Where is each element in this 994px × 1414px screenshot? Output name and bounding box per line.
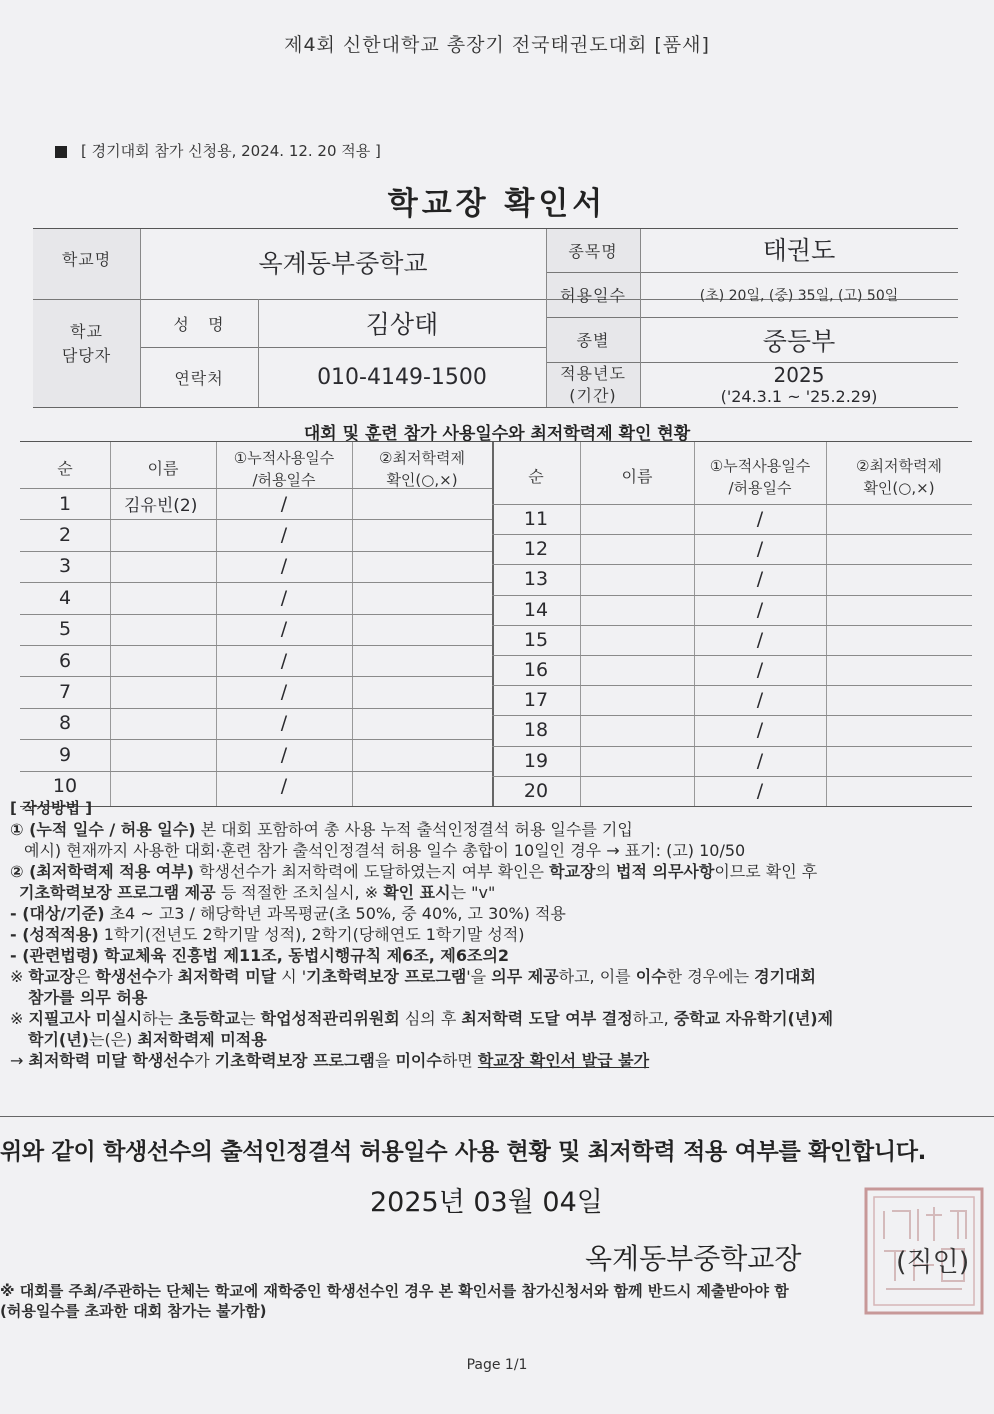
table-row-number: 7 <box>58 681 72 704</box>
table-row-check <box>826 504 972 534</box>
instruction-line: - (관련법령) 학교체육 진흥법 제11조, 동법시행규칙 제6조, 제6조의2 <box>10 946 510 965</box>
table-row-number: 2 <box>58 524 72 547</box>
table-row-number: 5 <box>58 618 72 641</box>
table-row-days: / <box>756 719 764 742</box>
table-row-number: 4 <box>58 586 72 609</box>
notice-line <box>55 140 381 161</box>
instruction-line: 참가를 의무 허용 <box>28 988 148 1007</box>
table-row-check <box>352 488 492 519</box>
table-row-days: / <box>280 681 288 704</box>
footer-line: (허용일수를 초과한 대회 참가는 불가함) <box>0 1302 267 1320</box>
table-row-name <box>590 504 694 534</box>
instruction-line: → 최저학력 미달 학생선수가 기초학력보장 프로그램을 미이수하면 학교장 확인서 발급 불가 <box>10 1051 650 1070</box>
table-row-days: / <box>280 586 288 609</box>
table-row-days: / <box>280 712 288 735</box>
participation-table <box>20 441 972 807</box>
issue-date: 2025년 03월 04일 <box>370 1187 603 1218</box>
table-row-check <box>352 582 492 613</box>
table-row-name <box>124 551 216 582</box>
table-row-number: 9 <box>58 743 72 766</box>
table-row-name <box>124 676 216 707</box>
info-table <box>33 228 958 408</box>
table-row-name <box>124 582 216 613</box>
table-row-number: 8 <box>58 712 72 735</box>
table-row-days: / <box>280 524 288 547</box>
table-row-number: 14 <box>523 598 549 621</box>
table-row-number: 20 <box>523 779 549 802</box>
table-row-number: 1 <box>58 492 72 515</box>
category-value: 중등부 <box>762 326 836 356</box>
col-header-no: 순 <box>57 459 73 478</box>
table-row-days: / <box>756 659 764 682</box>
table-row-check <box>826 655 972 685</box>
instructions <box>10 798 980 1071</box>
table-row-days: / <box>280 618 288 641</box>
table-row-name <box>590 715 694 745</box>
category-label: 종별 <box>576 331 610 350</box>
table-row-check <box>826 715 972 745</box>
instructions-heading: [ 작성방법 ] <box>10 799 93 817</box>
instruction-line: - (성적적용) 1학기(전년도 2학기말 성적), 2학기(당해연도 1학기말 성적) <box>10 925 525 944</box>
table-row-number: 6 <box>58 649 72 672</box>
event-label: 종목명 <box>568 242 618 261</box>
col-header-check: ②최저학력제 확인(○,×) <box>856 457 942 497</box>
table-row-days: / <box>756 628 764 651</box>
table-row-days: / <box>756 749 764 772</box>
form-title: 학교장 확인서 <box>387 186 607 222</box>
col-header-check: ②최저학력제 확인(○,×) <box>379 449 465 489</box>
table-row-number: 10 <box>52 775 78 798</box>
table-row-days: / <box>756 689 764 712</box>
table-row-days: / <box>280 555 288 578</box>
confirmation-text: 위와 같이 학생선수의 출석인정결석 허용일수 사용 현황 및 최저학력 적용 여부를 확인합니다. <box>0 1139 927 1165</box>
footer-line: ※ 대회를 주최/주관하는 단체는 학교에 재학중인 학생선수인 경우 본 확인서를 참가신청서와 함께 반드시 제출받아야 함 <box>0 1282 789 1300</box>
table-row-days: / <box>280 743 288 766</box>
instruction-line: ※ 학교장은 학생선수가 최저학력 미달 시 '기초학력보장 프로그램'을 의무 제공하고, 이를 이수한 경우에는 경기대회 <box>10 967 816 986</box>
col-header-name: 이름 <box>147 459 179 478</box>
contact-value: 010-4149-1500 <box>317 364 487 390</box>
table-row-name <box>124 519 216 550</box>
col-header-name: 이름 <box>621 467 653 486</box>
instruction-line: ① (누적 일수 / 허용 일수) 본 대회 포함하여 총 사용 누적 출석인정결석 허용 일수를 기입 <box>10 820 633 839</box>
table-row-check <box>826 685 972 715</box>
page-number: Page 1/1 <box>466 1357 528 1373</box>
table-row-number: 19 <box>523 749 549 772</box>
table-row-check <box>826 625 972 655</box>
name-value: 김상태 <box>365 310 439 339</box>
allowed-value: (초) 20일, (중) 35일, (고) 50일 <box>699 287 899 304</box>
instruction-line: 예시) 현재까지 사용한 대회·훈련 참가 출석인정결석 허용 일수 총합이 10일인 경우 → 표기: (고) 10/50 <box>24 841 746 860</box>
instruction-line: - (대상/기준) 초4 ~ 고3 / 해당학년 과목평균(초 50%, 중 40%, 고 30%) 적용 <box>10 904 566 923</box>
table-row-name <box>590 746 694 776</box>
table-row-days: / <box>280 649 288 672</box>
table-row-name: 김유빈(2) <box>124 496 198 517</box>
table-row-days: / <box>756 598 764 621</box>
contact-label: 연락처 <box>174 368 224 388</box>
table-row-days: / <box>756 568 764 591</box>
table-row-check <box>826 595 972 625</box>
table-row-check <box>352 614 492 645</box>
table-row-name <box>590 625 694 655</box>
col-header-days: ①누적사용일수 /허용일수 <box>709 457 811 497</box>
table-row-days: / <box>280 492 288 515</box>
table-row-days: / <box>756 779 764 802</box>
instruction-line: ※ 지필고사 미실시하는 초등학교는 학업성적관리위원회 심의 후 최저학력 도달 여부 결정하고, 중학교 자유학기(년)제 <box>10 1009 834 1028</box>
table-row-number: 13 <box>523 568 549 591</box>
table-row-number: 18 <box>523 719 549 742</box>
table-row-check <box>826 534 972 564</box>
instruction-line: 학기(년)는(은) 최저학력제 미적용 <box>28 1030 267 1049</box>
table-row-check <box>352 708 492 739</box>
event-title: 제4회 신한대학교 총장기 전국태권도대회 [품새] <box>284 34 710 56</box>
table-row-name <box>124 739 216 770</box>
section-title: 대회 및 훈련 참가 사용일수와 최저학력제 확인 현황 <box>303 424 691 444</box>
table-row-days: / <box>756 538 764 561</box>
col-header-no: 순 <box>528 467 544 486</box>
table-row-name <box>124 708 216 739</box>
table-row-number: 12 <box>523 538 549 561</box>
table-row-check <box>352 676 492 707</box>
year-cell <box>640 362 958 407</box>
divider <box>0 1116 994 1117</box>
seal-label: (직인) <box>896 1247 970 1278</box>
table-row-number: 11 <box>523 508 549 531</box>
table-row-check <box>352 551 492 582</box>
table-row-number: 16 <box>523 659 549 682</box>
column-line <box>110 442 111 806</box>
school-value: 옥계동부중학교 <box>258 249 428 278</box>
principal-name: 옥계동부중학교장 <box>585 1242 802 1275</box>
instruction-line: 기초학력보장 프로그램 제공 등 적절한 조치실시, ※ 확인 표시는 "v" <box>19 883 496 902</box>
instruction-line: ② (최저학력제 적용 여부) 학생선수가 최저학력에 도달하였는지 여부 확인은 학교장의 법적 의무사항이므로 확인 후 <box>10 862 818 881</box>
table-row-number: 3 <box>58 555 72 578</box>
col-header-days: ①누적사용일수 /허용일수 <box>233 449 335 489</box>
manager-label: 학교 담당자 <box>61 322 112 365</box>
square-bullet-icon <box>55 146 67 158</box>
table-row-name <box>590 655 694 685</box>
allowed-label: 허용일수 <box>560 286 626 305</box>
table-row-name <box>124 614 216 645</box>
year-value: 2025 <box>773 363 825 387</box>
table-row-check <box>352 645 492 676</box>
table-row-number: 17 <box>523 689 549 712</box>
footer-note <box>0 1281 994 1321</box>
table-row-number: 15 <box>523 628 549 651</box>
table-row-name <box>124 645 216 676</box>
table-row-check <box>826 746 972 776</box>
table-row-name <box>590 534 694 564</box>
table-row-days: / <box>756 508 764 531</box>
table-row-check <box>352 739 492 770</box>
school-label: 학교명 <box>61 249 112 269</box>
table-row-check <box>826 564 972 594</box>
notice-text: [ 경기대회 참가 신청용, 2024. 12. 20 적용 ] <box>81 142 381 160</box>
table-row-days: / <box>280 775 288 798</box>
table-row-name <box>590 564 694 594</box>
table-row-name <box>590 595 694 625</box>
name-label: 성 명 <box>173 314 225 334</box>
year-period: ('24.3.1 ~ '25.2.29) <box>720 387 878 406</box>
year-label: 적용년도 (기간) <box>560 363 626 405</box>
table-row-name <box>590 685 694 715</box>
event-value: 태권도 <box>762 236 836 265</box>
table-row-check <box>352 519 492 550</box>
